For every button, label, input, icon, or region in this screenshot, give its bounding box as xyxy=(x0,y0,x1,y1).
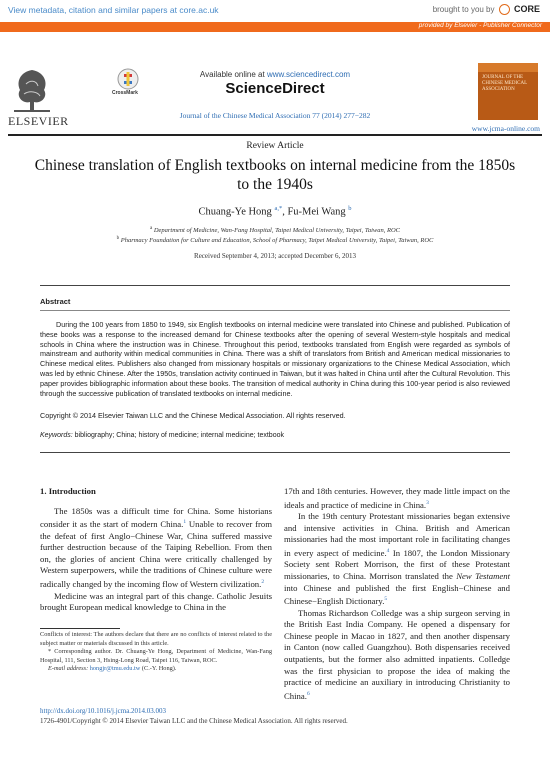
author-2-marks[interactable]: b xyxy=(348,205,352,212)
author-1-marks[interactable]: a,* xyxy=(274,205,283,212)
ref-3[interactable]: 3 xyxy=(426,499,429,506)
keywords-line xyxy=(40,432,284,439)
intro-paragraph-5: Thomas Richardson Colledge was a ship surgeon serving in the British East India Company. He opened a dispensary for Chinese people in Macao in 1827, and then another dispensary in Canton (now called Guangzhou). Both dispensaries received outpatients, but the former also admitted inpatients. Colledge was the first physician to propose the idea of making the practice of medicine an auxiliary in introducing Christianity to China.$^6$ xyxy=(284,607,510,701)
journal-cover-image xyxy=(478,63,538,120)
affiliation-a: $^a$ Department of Medicine, Wan-Fang Hospital, Taipei Medical University, Taipei, Taiwan, ROC xyxy=(149,226,401,235)
affiliation-b: $^b$ Pharmacy Foundation for Culture and Education, School of Pharmacy, Taipei Medical University, Taipei, Taiwan, ROC xyxy=(116,236,434,245)
publisher-name: ELSEVIER xyxy=(8,114,69,128)
journal-url[interactable]: www.jcma-online.com xyxy=(471,124,540,133)
core-header xyxy=(0,0,550,22)
received-dates: Received September 4, 2013; accepted December 6, 2013 xyxy=(194,252,356,260)
article-type: Review Article xyxy=(246,141,304,151)
core-name[interactable]: CORE xyxy=(513,4,540,14)
body-right-column xyxy=(284,486,510,702)
ref-4[interactable]: 4 xyxy=(386,547,390,554)
email-link[interactable]: hongjr@tmu.edu.tw xyxy=(89,665,141,673)
intro-paragraph-2: Medicine was an integral part of this change. Catholic Jesuits brought European medical knowledge to China in the xyxy=(40,590,272,613)
issn-copyright: 1726-4901/Copyright © 2014 Elsevier Taiwan LLC and the Chinese Medical Association. All rights reserved. xyxy=(40,717,348,725)
doi-link[interactable]: http://dx.doi.org/10.1016/j.jcma.2014.03.003 xyxy=(40,707,167,715)
footnotes xyxy=(40,631,272,674)
footnote-rule xyxy=(40,628,120,629)
section-heading: 1. Introduction xyxy=(40,486,96,496)
available-prefix: Available online at xyxy=(199,70,267,79)
ref-1[interactable]: 1 xyxy=(183,519,187,526)
ref-5[interactable]: 5 xyxy=(384,596,388,603)
brought-by-text: brought to you by xyxy=(432,5,495,14)
abstract-heading-rule xyxy=(40,310,510,311)
author-2: Fu-Mei Wang xyxy=(287,206,346,218)
affiliation-b-text: Pharmacy Foundation for Culture and Education, School of Pharmacy, Taipei Medical University, Taipei, Taiwan, ROC xyxy=(120,237,434,245)
core-brand xyxy=(433,4,540,15)
abstract-body xyxy=(40,320,510,398)
abstract-copyright: Copyright © 2014 Elsevier Taiwan LLC and the Chinese Medical Association. All rights reserved. xyxy=(40,411,346,420)
availability-line xyxy=(0,70,550,79)
provider-text: provided by Elsevier - Publisher Connector xyxy=(418,22,542,29)
abstract-bottom-rule xyxy=(40,452,510,453)
provider-strip xyxy=(0,22,550,32)
intro-paragraph-3: 17th and 18th centuries. However, they made little impact on the ideals and practice of medicine in China.$^3$ xyxy=(284,486,510,510)
corresponding-note: * Corresponding author. Dr. Chuang-Ye Hong, Department of Medicine, Wan-Fang Hospital, 111, Section 3, Hsing-Long Road, Taipei 116, Taiwan, ROC. xyxy=(40,648,272,664)
abstract-heading: Abstract xyxy=(40,297,71,306)
email-note: E-mail address: hongjr@tmu.edu.tw (C.-Y. Hong). xyxy=(48,665,177,673)
core-logo-icon xyxy=(499,4,510,15)
core-metadata-link[interactable]: View metadata, citation and similar papers at core.ac.uk xyxy=(8,5,219,15)
author-1: Chuang-Ye Hong xyxy=(198,206,272,218)
ref-2[interactable]: 2 xyxy=(261,579,265,586)
conflicts-note: Conflicts of interest: The authors declare that there are no conflicts of interest related to the subject matter or materials discussed in this article. xyxy=(40,631,272,647)
abstract-text: During the 100 years from 1850 to 1949, six English textbooks on internal medicine were translated into Chinese and published. Publication of these books was a response to the increased demand for Chinese textbooks after the opening of several Western-style hospitals and medical schools in China where the instruction was in Chinese. Throughout this period, textbooks translated from English were regarded as symbols of mainstream and authority within medical communities in China. There was a shift of translators from British and American medical missionaries to Chinese medical elites. Publishers also changed from missionary hospitals or missionary organizations to the Chinese Medical Association, which was led by ethnic Chinese. After the 1950s, translation activity continued in Taiwan, but it was halted in China until after the Cultural Revolution. This paper provides bibliographic information about these books. The transition of medical authority in China during this 100-year period is also reviewed through the successive publication of translated textbooks on internal medicine. xyxy=(40,320,510,398)
abstract-top-rule xyxy=(40,285,510,286)
affiliation-a-text: Department of Medicine, Wan-Fang Hospital, Taipei Medical University, Taipei, Taiwan, ROC xyxy=(153,227,401,235)
masthead-rule xyxy=(8,134,542,136)
keywords-label: Keywords: xyxy=(40,432,73,439)
intro-paragraph-4: In the 19th century Protestant missionaries began extensive and intensive activities in China. British and American missionaries had the most important role in facilitating changes in every aspect of medicine.$^4$ In 1807, the London Missionary Society sent Robert Morrison, the first of these Protestant missionaries, to China. Morrison translated the New Testament into Chinese and published the first English−Chinese and Chinese−English Dictionary.$^5$ xyxy=(284,511,510,607)
ref-6[interactable]: 6 xyxy=(306,690,310,697)
article-title: Chinese translation of English textbooks on internal medicine from the 1850s to the 1940s xyxy=(34,157,516,193)
cover-band xyxy=(478,63,538,72)
keywords-list: bibliography; China; history of medicine; internal medicine; textbook xyxy=(74,432,284,439)
crossmark-label: CrossMark xyxy=(112,90,138,96)
author-list: Chuang-Ye Hong $^{a,*}$, Fu-Mei Wang $^b$ xyxy=(198,205,352,218)
sciencedirect-url[interactable]: www.sciencedirect.com xyxy=(266,70,351,79)
sciencedirect-wordmark: ScienceDirect xyxy=(225,80,325,97)
body-left-column xyxy=(40,486,272,614)
intro-paragraph-1: The 1850s was a difficult time for China. Some historians consider it as the start of modern China.$^1$ Unable to recover from the defeat of first Anglo−Chinese War, China suffered massive further destruction because of the Taiping Rebellion. From then on, the glories of ancient China were critically challenged by Western superpowers, while the traditions of Chinese culture were radically changed by the incoming flow of Western civilization.$^2$ xyxy=(40,505,273,589)
cover-title: JOURNAL OF THE CHINESE MEDICAL ASSOCIATION xyxy=(482,75,527,92)
journal-citation[interactable]: Journal of the Chinese Medical Association 77 (2014) 277−282 xyxy=(179,111,371,120)
